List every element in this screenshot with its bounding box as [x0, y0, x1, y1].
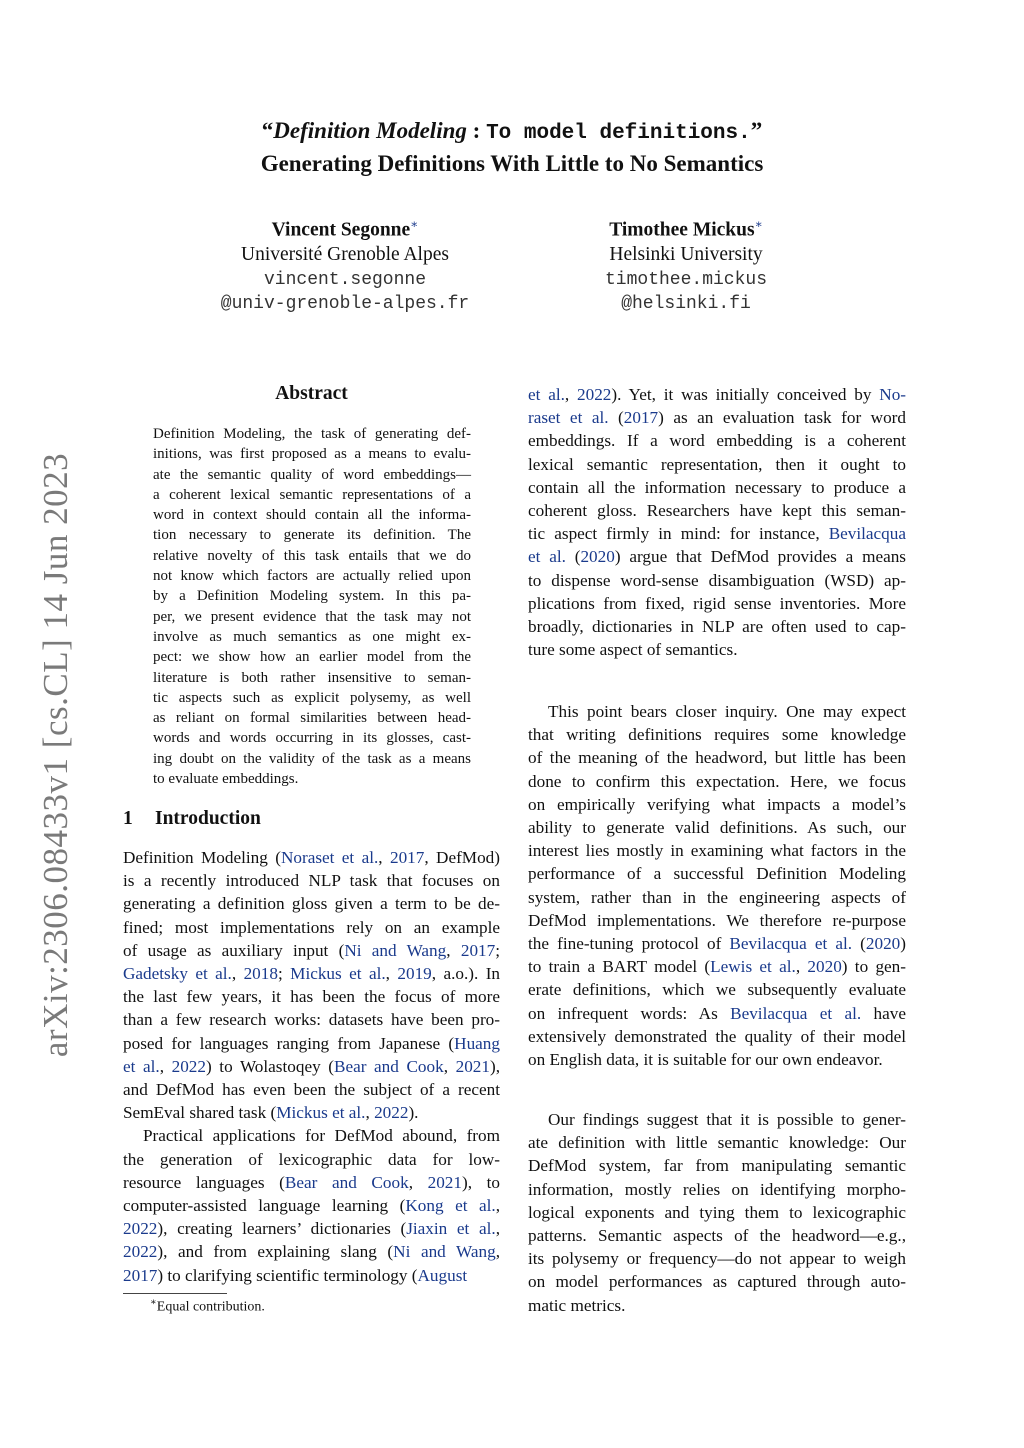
citation-link[interactable]: 2017: [460, 940, 496, 960]
abstract-line: a coherent lexical semantic representations of a: [153, 486, 471, 503]
text-line: resource languages (Bear and Cook, 2021), to: [123, 1172, 500, 1192]
citation-link[interactable]: Lewis et al.: [710, 957, 796, 977]
citation-link[interactable]: 2021: [427, 1172, 462, 1192]
abstract-line: by a Definition Modeling system. In this pa-: [153, 588, 471, 605]
text-line: of the meaning of the headword, but little has been: [528, 748, 906, 768]
text-line: 2022), creating learners’ dictionaries (Jiaxin et al.,: [123, 1219, 500, 1239]
text-line: tic aspect firmly in mind: for instance, Bevilacqua: [528, 524, 906, 544]
text-line: contain all the information necessary to produce a: [528, 477, 906, 497]
text-line: broadly, dictionaries in NLP are often used to cap-: [528, 617, 906, 637]
citation-link[interactable]: Noraset et al.: [280, 848, 379, 867]
abstract-line: relative novelty of this task entails that we do: [153, 547, 471, 564]
abstract-line: word in context should contain all the informa-: [153, 507, 471, 524]
text-line: coherent gloss. Researchers have kept this seman-: [528, 501, 906, 521]
citation-link[interactable]: 2022: [374, 1103, 409, 1123]
citation-link[interactable]: 2020: [580, 547, 615, 567]
text-line: on English data, it is suitable for our own endeavor.: [528, 1050, 883, 1070]
citation-link[interactable]: 2022: [577, 385, 612, 404]
paragraph: [528, 383, 906, 661]
text-line: of usage as auxiliary input (Ni and Wang, 2017;: [123, 940, 500, 960]
text-line: 2022), and from explaining slang (Ni and Wang,: [123, 1242, 500, 1262]
abstract-line: tion necessary to generate its definition. The: [153, 527, 471, 544]
section-title: Introduction: [155, 808, 261, 829]
author-affiliation: Helsinki University: [609, 244, 763, 265]
text-line: SemEval shared task (Mickus et al., 2022).: [123, 1103, 419, 1123]
text-line: the fine-tuning protocol of Bevilacqua et al. (2020): [528, 934, 906, 954]
text-line: system, rather than in the engineering aspects of: [528, 887, 906, 907]
text-line: et al., 2022). Yet, it was initially conceived by No-: [528, 385, 907, 404]
citation-link[interactable]: 2017: [623, 408, 659, 428]
citation-link[interactable]: 2022: [123, 1219, 158, 1239]
right-column-text: [528, 700, 906, 1071]
abstract-line: pect: we show how an earlier model from the: [153, 649, 471, 666]
author-email: vincent.segonne: [263, 269, 427, 290]
text-line: to train a BART model (Lewis et al., 2020) to gen-: [528, 957, 906, 977]
citation-link[interactable]: 2022: [123, 1242, 158, 1262]
text-line: Gadetsky et al., 2018; Mickus et al., 2019, a.o.). In: [123, 964, 501, 984]
abstract-line: tic aspects such as explicit polysemy, as well: [153, 689, 471, 706]
text-line: ture some aspect of semantics.: [528, 640, 738, 660]
abstract-line: words and words occurring in its glosses, cast-: [153, 730, 471, 747]
title-line-2: Generating Definitions With Little to No Semantics: [260, 151, 764, 176]
text-line: extensively demonstrated the quality of their model: [528, 1026, 906, 1046]
paper-title: [0, 116, 1024, 179]
text-line: than a few research works: datasets have been pro-: [123, 1010, 500, 1030]
author-footnote-mark[interactable]: ∗: [754, 217, 763, 231]
text-line: done to confirm this expectation. Here, we focus: [528, 771, 906, 791]
citation-link[interactable]: 2021: [455, 1056, 490, 1076]
footnote-rule: [123, 1293, 227, 1294]
author-email-domain: @helsinki.fi: [621, 294, 751, 314]
text-line: raset et al. (2017) as an evaluation task for word: [528, 408, 906, 428]
text-line: that writing definitions requires some knowledge: [528, 725, 906, 745]
text-line: generating a definition gloss given a term to be de-: [123, 894, 500, 914]
citation-link[interactable]: Jiaxin et al.: [406, 1219, 496, 1239]
abstract-heading: Abstract: [275, 383, 348, 404]
citation-link[interactable]: et al.: [528, 385, 565, 404]
text-line: embeddings. If a word embedding is a coherent: [528, 431, 906, 451]
author-block: [496, 212, 876, 317]
text-line: on empirically verifying what impacts a model’s: [528, 794, 906, 814]
author-block: [155, 212, 535, 317]
title-italic-part: Definition Modeling: [273, 118, 467, 143]
left-column-text: [123, 846, 500, 1287]
text-line: DefMod system, far from manipulating semantic: [528, 1156, 906, 1176]
paragraph: [528, 1108, 906, 1317]
text-line: computer-assisted language learning (Kong et al.,: [123, 1196, 500, 1216]
text-line: on model performances as captured through auto-: [528, 1272, 906, 1292]
paragraph: [123, 846, 500, 1124]
citation-link[interactable]: 2020: [807, 957, 842, 977]
footnote: ∗Equal contribution.: [150, 1297, 265, 1315]
abstract-line: ing doubt on the validity of the task as a means: [153, 750, 471, 767]
author-email: timothee.mickus: [604, 269, 768, 290]
text-line: et al. (2020) argue that DefMod provides a means: [528, 547, 906, 567]
abstract-line: ate the semantic quality of word embeddings—: [153, 466, 471, 483]
text-line: patterns. Semantic aspects of the headword—e.g.,: [528, 1226, 906, 1246]
text-line: Definition Modeling (Noraset et al., 2017, DefMod): [123, 848, 500, 867]
author-email-domain: @univ-grenoble-alpes.fr: [220, 294, 470, 314]
author-name: Timothee Mickus: [609, 219, 755, 241]
citation-link[interactable]: 2017: [389, 848, 425, 867]
citation-link[interactable]: Bear and Cook: [334, 1056, 444, 1076]
author-name: Vincent Segonne: [271, 219, 411, 241]
text-line: DefMod implementations. We therefore re-purpose: [528, 910, 906, 930]
citation-link[interactable]: Mickus et al.: [290, 964, 386, 984]
right-column-text: [528, 383, 906, 661]
citation-link[interactable]: Bevilacqua: [828, 524, 906, 544]
text-line: interest lies mostly in examining what factors in the: [528, 841, 906, 861]
citation-link[interactable]: 2019: [397, 964, 432, 984]
citation-link[interactable]: Ni and Wang: [344, 940, 447, 960]
text-line: Our findings suggest that it is possible to gener-: [548, 1110, 906, 1129]
text-line: logical exponents and tying them to lexicographic: [528, 1202, 906, 1222]
text-line: plications from fixed, rigid sense inventories. More: [528, 593, 906, 613]
footnote-text: Equal contribution.: [156, 1299, 265, 1315]
right-column-text: [528, 1108, 906, 1317]
citation-link[interactable]: Bevilacqua et al.: [729, 934, 853, 954]
section-number: 1: [123, 808, 133, 829]
text-line: information, mostly relies on identifying morpho-: [528, 1179, 906, 1199]
text-line: ability to generate valid definitions. As such, our: [528, 818, 906, 838]
abstract-line: initions, was first proposed as a means to evalu-: [153, 446, 471, 463]
citation-link[interactable]: 2020: [865, 934, 901, 954]
abstract-line: literature is both rather insensitive to seman-: [153, 669, 471, 686]
text-line: to dispense word-sense disambiguation (WSD) ap-: [528, 570, 906, 590]
citation-link[interactable]: Bevilacqua et al.: [730, 1003, 862, 1023]
citation-link[interactable]: August: [417, 1265, 468, 1285]
citation-link[interactable]: No-: [879, 385, 907, 404]
text-line: ate definition with little semantic knowledge: Our: [528, 1133, 906, 1153]
citation-link[interactable]: Ni and Wang: [393, 1242, 496, 1262]
text-line: performance of a successful Definition Modeling: [528, 864, 906, 884]
text-line: its polysemy or frequency—do not appear to weigh: [528, 1249, 906, 1269]
author-footnote-mark[interactable]: ∗: [410, 217, 419, 231]
text-line: erate definitions, which we subsequently evaluate: [528, 980, 906, 1000]
abstract-line: Definition Modeling, the task of generating def-: [153, 426, 471, 442]
abstract-line: per, we present evidence that the task may not: [153, 608, 471, 625]
author-affiliation: Université Grenoble Alpes: [241, 244, 449, 265]
citation-link[interactable]: 2022: [171, 1056, 206, 1076]
citation-link[interactable]: Kong et al.: [405, 1196, 496, 1216]
citation-link[interactable]: Huang: [454, 1033, 500, 1053]
abstract-line: not know which factors are actually relied upon: [153, 568, 471, 585]
abstract-line: as reliant on formal similarities between head-: [153, 710, 471, 727]
text-line: the generation of lexicographic data for low-: [123, 1149, 500, 1169]
text-line: matic metrics.: [528, 1295, 626, 1315]
text-line: 2017) to clarifying scientific terminology (August: [123, 1265, 468, 1285]
citation-link[interactable]: Gadetsky et al.: [123, 964, 232, 984]
abstract-line: to evaluate embeddings.: [153, 771, 299, 788]
text-line: on infrequent words: As Bevilacqua et al. have: [528, 1003, 906, 1023]
abstract-line: involve as much semantics as one might ex-: [153, 628, 471, 645]
text-line: posed for languages ranging from Japanese (Huang: [123, 1033, 500, 1053]
abstract-body: [153, 424, 471, 789]
text-line: This point bears closer inquiry. One may expect: [548, 702, 906, 721]
citation-link[interactable]: 2018: [243, 964, 278, 984]
title-mono-part: To model definitions.: [486, 122, 751, 145]
text-line: the last few years, it has been the focus of more: [123, 987, 500, 1007]
text-line: fined; most implementations rely on an example: [123, 917, 500, 937]
text-line: is a recently introduced NLP task that focuses on: [123, 871, 500, 891]
citation-link[interactable]: 2017: [123, 1265, 158, 1285]
citation-link[interactable]: raset et al.: [528, 408, 609, 428]
text-line: lexical semantic representation, then it ought to: [528, 454, 906, 474]
citation-link[interactable]: et al.: [123, 1056, 160, 1076]
text-line: and DefMod has even been the subject of a recent: [123, 1080, 500, 1100]
citation-link[interactable]: et al.: [528, 547, 566, 567]
paragraph: [528, 700, 906, 1071]
text-line: Practical applications for DefMod abound, from: [143, 1126, 500, 1146]
text-line: et al., 2022) to Wolastoqey (Bear and Cook, 2021),: [123, 1056, 501, 1076]
section-heading-introduction: [123, 808, 261, 830]
title-line-1: “Definition Modeling : To model definitions.”: [261, 118, 763, 145]
paragraph: [123, 1124, 500, 1286]
citation-link[interactable]: Bear and Cook: [284, 1172, 409, 1192]
citation-link[interactable]: Mickus et al.: [276, 1103, 366, 1123]
